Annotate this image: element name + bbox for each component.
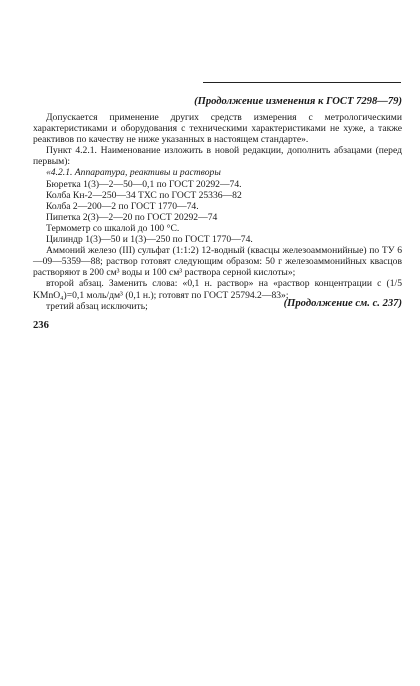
top-rule	[203, 82, 401, 83]
paragraph-clause-4-2-1: Пункт 4.2.1. Наименование изложить в новой редакции, дополнить абзацами (перед первым):	[33, 145, 402, 168]
list-item-flask-kn: Колба Кн-2—250—34 ТХС по ГОСТ 25336—82	[46, 189, 242, 201]
list-item-thermometer: Термометр со шкалой до 100 °С.	[46, 222, 180, 234]
page-number: 236	[33, 320, 49, 331]
document-body	[33, 112, 402, 312]
list-item-burette: Бюретка 1(3)—2—50—0,1 по ГОСТ 20292—74.	[46, 178, 242, 190]
paragraph-ammonium-iron-alum: Аммоний железо (III) сульфат (1:1:2) 12-водный (квасцы железоаммонийные) по ТУ 6—09—5359—88; раствор готовят следующим образом: 50 г железоаммонийных квасцов растворяют в 200 см³ воды и 100 см³ раствора серной кислоты»;	[33, 245, 402, 279]
list-item-flask-2: Колба 2—200—2 по ГОСТ 1770—74.	[46, 200, 199, 212]
list-item-apparatus-heading: «4.2.1. Аппаратура, реактивы и растворы	[46, 167, 221, 179]
paragraph-third-abzac: третий абзац исключить;	[46, 300, 148, 312]
list-item-cylinder: Цилиндр 1(3)—50 и 1(3)—250 по ГОСТ 1770—74.	[46, 234, 253, 246]
continuation-header: (Продолжение изменения к ГОСТ 7298—79)	[194, 96, 402, 107]
paragraph-second-abzac: второй абзац. Заменить слова: «0,1 н. раствор» на «раствор концентрации с (1/5 KMnO₄)=0,1 моль/дм³ (0,1 н.); готовят по ГОСТ 25794.2—83»;	[33, 278, 402, 301]
continued-note: (Продолжение см. с. 237)	[283, 298, 402, 309]
paragraph-permitted-instruments: Допускается применение других средств измерения с метрологическими характеристиками и оборудования с техническими характеристиками не хуже, а также реактивов по качеству не ниже указанных в настоящем стандарте».	[33, 112, 402, 146]
list-item-pipette: Пипетка 2(3)—2—20 по ГОСТ 20292—74	[46, 211, 218, 223]
